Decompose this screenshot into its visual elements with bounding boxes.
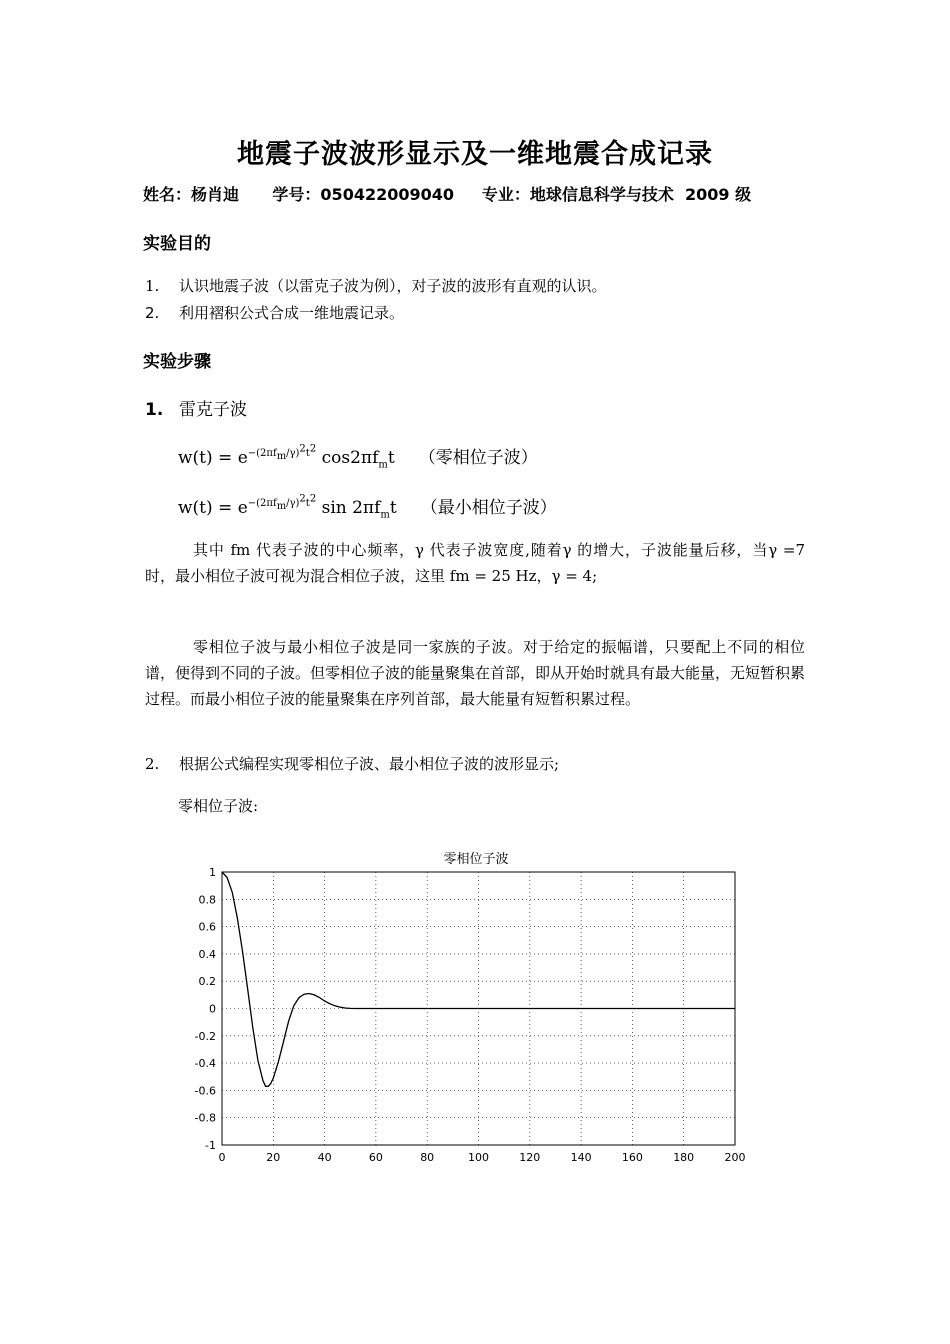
- list-item: 2. 利用褶积公式合成一维地震记录。: [145, 304, 405, 322]
- page-title: 地震子波波形显示及一维地震合成记录: [237, 139, 713, 170]
- y-tick-label: -0.8: [194, 1111, 216, 1125]
- chart-title: 零相位子波: [443, 852, 509, 867]
- figure-caption: 零相位子波:: [178, 797, 259, 815]
- x-tick-label: 0: [218, 1151, 226, 1164]
- step-item: 2. 根据公式编程实现零相位子波、最小相位子波的波形显示;: [145, 755, 560, 773]
- x-tick-label: 60: [368, 1151, 383, 1164]
- y-tick-label: 1: [209, 866, 216, 879]
- x-tick-label: 120: [519, 1151, 541, 1164]
- y-tick-label: 0.2: [198, 975, 216, 989]
- y-tick-label: 0.4: [198, 947, 216, 961]
- step-item: 1. 雷克子波: [145, 400, 247, 420]
- x-tick-label: 180: [673, 1151, 695, 1164]
- section-heading-steps: 实验步骤: [143, 352, 211, 372]
- x-tick-label: 140: [570, 1151, 592, 1164]
- y-tick-label: -0.4: [194, 1057, 216, 1071]
- x-tick-label: 200: [724, 1151, 746, 1164]
- x-tick-label: 100: [468, 1151, 489, 1164]
- x-tick-label: 20: [266, 1151, 281, 1164]
- y-tick-label: -0.2: [194, 1029, 216, 1043]
- paragraph-parameters: 其中 fm 代表子波的中心频率，γ 代表子波宽度,随着γ 的增大，子波能量后移，当γ =7 时，最小相位子波可视为混合相位子波，这里 fm = 25 Hz，γ = 4;: [145, 541, 805, 585]
- author-line: 姓名：杨肖迪 学号：050422009040 专业：地球信息科学与技术 2009 级: [143, 185, 752, 204]
- y-tick-label: -1: [205, 1139, 216, 1152]
- y-tick-label: 0: [209, 1002, 216, 1016]
- y-tick-label: -0.6: [194, 1084, 216, 1098]
- x-tick-label: 160: [621, 1151, 643, 1164]
- x-tick-label: 40: [317, 1151, 332, 1164]
- section-heading-purpose: 实验目的: [143, 234, 211, 254]
- formula-min-phase: $w(t) = e^{-(2\pi f_m/\gamma)^2t^2}$ $\sin 2\pi f_mt$ （最小相位子波）: [178, 494, 557, 521]
- paragraph-phase-description: 零相位子波与最小相位子波是同一家族的子波。对于给定的振幅谱，只要配上不同的相位谱，便得到不同的子波。但零相位子波的能量聚集在首部，即从开始时就具有最大能量，无短暂积累过程。而最小相位子波的能量聚集在序列首部，最大能量有短暂积累过程。: [145, 638, 806, 708]
- y-tick-label: 0.6: [198, 920, 216, 934]
- formula-zero-phase: $w(t) = e^{-(2\pi f_m/\gamma)^2t^2}$ $\cos 2\pi f_mt$ （零相位子波）: [178, 444, 538, 471]
- y-tick-label: 0.8: [198, 893, 216, 907]
- x-tick-label: 80: [420, 1151, 435, 1164]
- zero-phase-wavelet-chart: [180, 842, 770, 1172]
- list-item: 1. 认识地震子波（以雷克子波为例），对子波的波形有直观的认识。: [145, 277, 607, 295]
